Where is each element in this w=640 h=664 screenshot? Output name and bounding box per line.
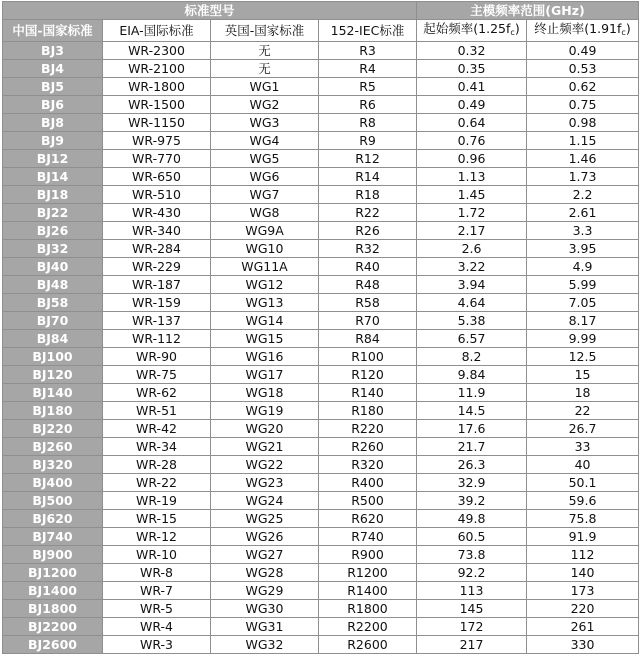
iec-standard-cell: R8 [319, 114, 417, 132]
table-row [3, 528, 639, 546]
eia-standard-cell: WR-284 [103, 240, 211, 258]
start-frequency-cell: 0.41 [417, 78, 527, 96]
end-frequency-cell: 9.99 [527, 330, 639, 348]
china-standard-cell: BJ2200 [3, 618, 103, 636]
china-standard-cell: BJ320 [3, 456, 103, 474]
china-standard-cell: BJ58 [3, 294, 103, 312]
table-row [3, 132, 639, 150]
iec-standard-cell: R500 [319, 492, 417, 510]
end-frequency-cell: 4.9 [527, 258, 639, 276]
uk-standard-cell: WG16 [211, 348, 319, 366]
start-frequency-cell: 0.64 [417, 114, 527, 132]
start-frequency-cell: 5.38 [417, 312, 527, 330]
eia-standard-cell: WR-1800 [103, 78, 211, 96]
uk-standard-cell: WG3 [211, 114, 319, 132]
end-frequency-cell: 7.05 [527, 294, 639, 312]
china-standard-cell: BJ40 [3, 258, 103, 276]
uk-standard-cell: WG30 [211, 600, 319, 618]
eia-standard-cell: WR-7 [103, 582, 211, 600]
iec-standard-cell: R140 [319, 384, 417, 402]
china-standard-cell: BJ5 [3, 78, 103, 96]
iec-standard-cell: R1800 [319, 600, 417, 618]
end-frequency-cell: 0.98 [527, 114, 639, 132]
start-frequency-cell: 1.45 [417, 186, 527, 204]
eia-standard-cell: WR-2300 [103, 42, 211, 60]
iec-standard-cell: R32 [319, 240, 417, 258]
end-frequency-cell: 59.6 [527, 492, 639, 510]
end-frequency-cell: 18 [527, 384, 639, 402]
start-frequency-cell: 9.84 [417, 366, 527, 384]
uk-standard-cell: WG8 [211, 204, 319, 222]
eia-standard-cell: WR-28 [103, 456, 211, 474]
end-frequency-cell: 261 [527, 618, 639, 636]
start-frequency-cell: 26.3 [417, 456, 527, 474]
end-frequency-subscript: c [621, 28, 626, 37]
china-standard-cell: BJ100 [3, 348, 103, 366]
group-header-frequency-range: 主模频率范围(GHz) [417, 2, 639, 20]
start-frequency-cell: 145 [417, 600, 527, 618]
start-frequency-cell: 217 [417, 636, 527, 654]
eia-standard-cell: WR-137 [103, 312, 211, 330]
start-frequency-cell: 92.2 [417, 564, 527, 582]
uk-standard-cell: WG1 [211, 78, 319, 96]
table-row [3, 240, 639, 258]
china-standard-cell: BJ500 [3, 492, 103, 510]
china-standard-cell: BJ140 [3, 384, 103, 402]
end-frequency-cell: 91.9 [527, 528, 639, 546]
china-standard-cell: BJ4 [3, 60, 103, 78]
eia-standard-cell: WR-15 [103, 510, 211, 528]
table-row [3, 348, 639, 366]
start-frequency-cell: 21.7 [417, 438, 527, 456]
iec-standard-cell: R2200 [319, 618, 417, 636]
eia-standard-cell: WR-430 [103, 204, 211, 222]
china-standard-cell: BJ900 [3, 546, 103, 564]
uk-standard-cell: WG10 [211, 240, 319, 258]
eia-standard-cell: WR-34 [103, 438, 211, 456]
uk-standard-cell: WG4 [211, 132, 319, 150]
eia-standard-cell: WR-22 [103, 474, 211, 492]
eia-standard-cell: WR-75 [103, 366, 211, 384]
table-row [3, 150, 639, 168]
start-frequency-cell: 14.5 [417, 402, 527, 420]
iec-standard-cell: R58 [319, 294, 417, 312]
start-frequency-cell: 39.2 [417, 492, 527, 510]
end-frequency-cell: 75.8 [527, 510, 639, 528]
china-standard-cell: BJ620 [3, 510, 103, 528]
end-frequency-label: 终止频率(1.91f [534, 21, 622, 36]
eia-standard-cell: WR-975 [103, 132, 211, 150]
end-frequency-cell: 8.17 [527, 312, 639, 330]
group-header-standard-model: 标准型号 [3, 2, 417, 20]
table-row [3, 618, 639, 636]
table-row [3, 402, 639, 420]
eia-standard-cell: WR-3 [103, 636, 211, 654]
end-frequency-cell: 22 [527, 402, 639, 420]
start-frequency-cell: 2.17 [417, 222, 527, 240]
uk-standard-cell: WG19 [211, 402, 319, 420]
uk-standard-cell: WG7 [211, 186, 319, 204]
iec-standard-cell: R1200 [319, 564, 417, 582]
start-frequency-cell: 60.5 [417, 528, 527, 546]
china-standard-cell: BJ180 [3, 402, 103, 420]
table-row [3, 42, 639, 60]
start-frequency-cell: 4.64 [417, 294, 527, 312]
end-frequency-cell: 1.46 [527, 150, 639, 168]
uk-standard-cell: WG17 [211, 366, 319, 384]
iec-standard-cell: R5 [319, 78, 417, 96]
start-frequency-cell: 0.35 [417, 60, 527, 78]
end-frequency-cell: 220 [527, 600, 639, 618]
table-row [3, 276, 639, 294]
uk-standard-cell: WG9A [211, 222, 319, 240]
iec-standard-cell: R18 [319, 186, 417, 204]
table-row [3, 294, 639, 312]
start-frequency-cell: 113 [417, 582, 527, 600]
uk-standard-cell: WG23 [211, 474, 319, 492]
china-standard-cell: BJ70 [3, 312, 103, 330]
eia-standard-cell: WR-510 [103, 186, 211, 204]
china-standard-cell: BJ32 [3, 240, 103, 258]
iec-standard-cell: R26 [319, 222, 417, 240]
start-frequency-cell: 32.9 [417, 474, 527, 492]
end-frequency-cell: 2.61 [527, 204, 639, 222]
table-row [3, 60, 639, 78]
eia-standard-cell: WR-51 [103, 402, 211, 420]
table-row [3, 78, 639, 96]
uk-standard-cell: WG15 [211, 330, 319, 348]
table-row [3, 474, 639, 492]
table-row [3, 222, 639, 240]
china-standard-cell: BJ1800 [3, 600, 103, 618]
iec-standard-cell: R2600 [319, 636, 417, 654]
eia-standard-cell: WR-62 [103, 384, 211, 402]
start-frequency-cell: 1.13 [417, 168, 527, 186]
eia-standard-cell: WR-8 [103, 564, 211, 582]
china-standard-cell: BJ18 [3, 186, 103, 204]
start-frequency-cell: 3.94 [417, 276, 527, 294]
uk-standard-cell: WG21 [211, 438, 319, 456]
start-frequency-cell: 2.6 [417, 240, 527, 258]
end-frequency-cell: 140 [527, 564, 639, 582]
end-frequency-cell: 3.95 [527, 240, 639, 258]
china-standard-cell: BJ22 [3, 204, 103, 222]
table-row [3, 186, 639, 204]
waveguide-standards-table-container [2, 1, 639, 654]
iec-standard-cell: R220 [319, 420, 417, 438]
end-frequency-cell: 1.73 [527, 168, 639, 186]
column-header-uk-standard: 英国-国家标准 [211, 20, 319, 42]
start-frequency-cell: 6.57 [417, 330, 527, 348]
column-header-china-standard: 中国-国家标准 [3, 20, 103, 42]
column-header-start-frequency [417, 20, 527, 42]
iec-standard-cell: R620 [319, 510, 417, 528]
iec-standard-cell: R320 [319, 456, 417, 474]
waveguide-standards-table [2, 1, 639, 654]
china-standard-cell: BJ6 [3, 96, 103, 114]
start-frequency-cell: 73.8 [417, 546, 527, 564]
uk-standard-cell: WG13 [211, 294, 319, 312]
iec-standard-cell: R70 [319, 312, 417, 330]
table-row [3, 492, 639, 510]
table-row [3, 312, 639, 330]
start-frequency-cell: 1.72 [417, 204, 527, 222]
start-frequency-close: ) [514, 21, 520, 36]
iec-standard-cell: R40 [319, 258, 417, 276]
table-row [3, 420, 639, 438]
table-row [3, 114, 639, 132]
iec-standard-cell: R9 [319, 132, 417, 150]
end-frequency-cell: 12.5 [527, 348, 639, 366]
china-standard-cell: BJ48 [3, 276, 103, 294]
china-standard-cell: BJ740 [3, 528, 103, 546]
table-row [3, 582, 639, 600]
eia-standard-cell: WR-19 [103, 492, 211, 510]
table-row [3, 546, 639, 564]
start-frequency-cell: 11.9 [417, 384, 527, 402]
table-row [3, 600, 639, 618]
end-frequency-cell: 33 [527, 438, 639, 456]
uk-standard-cell: WG29 [211, 582, 319, 600]
eia-standard-cell: WR-1500 [103, 96, 211, 114]
end-frequency-cell: 15 [527, 366, 639, 384]
uk-standard-cell: WG25 [211, 510, 319, 528]
uk-standard-cell: WG18 [211, 384, 319, 402]
table-row [3, 366, 639, 384]
eia-standard-cell: WR-4 [103, 618, 211, 636]
uk-standard-cell: WG12 [211, 276, 319, 294]
iec-standard-cell: R14 [319, 168, 417, 186]
uk-standard-cell: WG27 [211, 546, 319, 564]
end-frequency-cell: 0.53 [527, 60, 639, 78]
table-row [3, 258, 639, 276]
iec-standard-cell: R84 [319, 330, 417, 348]
iec-standard-cell: R1400 [319, 582, 417, 600]
china-standard-cell: BJ260 [3, 438, 103, 456]
end-frequency-close: ) [625, 21, 631, 36]
iec-standard-cell: R180 [319, 402, 417, 420]
table-row [3, 564, 639, 582]
china-standard-cell: BJ220 [3, 420, 103, 438]
table-row [3, 330, 639, 348]
china-standard-cell: BJ2600 [3, 636, 103, 654]
table-row [3, 636, 639, 654]
eia-standard-cell: WR-770 [103, 150, 211, 168]
china-standard-cell: BJ14 [3, 168, 103, 186]
end-frequency-cell: 50.1 [527, 474, 639, 492]
eia-standard-cell: WR-229 [103, 258, 211, 276]
eia-standard-cell: WR-2100 [103, 60, 211, 78]
china-standard-cell: BJ3 [3, 42, 103, 60]
china-standard-cell: BJ9 [3, 132, 103, 150]
start-frequency-cell: 3.22 [417, 258, 527, 276]
column-header-row [3, 20, 639, 42]
table-row [3, 438, 639, 456]
start-frequency-label: 起始频率(1.25f [423, 21, 511, 36]
column-header-iec-standard: 152-IEC标准 [319, 20, 417, 42]
china-standard-cell: BJ400 [3, 474, 103, 492]
uk-standard-cell: WG32 [211, 636, 319, 654]
iec-standard-cell: R740 [319, 528, 417, 546]
china-standard-cell: BJ12 [3, 150, 103, 168]
iec-standard-cell: R100 [319, 348, 417, 366]
eia-standard-cell: WR-42 [103, 420, 211, 438]
china-standard-cell: BJ1400 [3, 582, 103, 600]
table-body [3, 42, 639, 654]
start-frequency-cell: 17.6 [417, 420, 527, 438]
start-frequency-cell: 8.2 [417, 348, 527, 366]
iec-standard-cell: R120 [319, 366, 417, 384]
column-header-end-frequency [527, 20, 639, 42]
uk-standard-cell: WG11A [211, 258, 319, 276]
start-frequency-cell: 0.76 [417, 132, 527, 150]
uk-standard-cell: WG14 [211, 312, 319, 330]
end-frequency-cell: 0.49 [527, 42, 639, 60]
eia-standard-cell: WR-159 [103, 294, 211, 312]
end-frequency-cell: 40 [527, 456, 639, 474]
end-frequency-cell: 26.7 [527, 420, 639, 438]
start-frequency-cell: 0.32 [417, 42, 527, 60]
start-frequency-cell: 172 [417, 618, 527, 636]
start-frequency-subscript: c [510, 28, 515, 37]
china-standard-cell: BJ1200 [3, 564, 103, 582]
start-frequency-cell: 49.8 [417, 510, 527, 528]
uk-standard-cell: 无 [211, 42, 319, 60]
eia-standard-cell: WR-112 [103, 330, 211, 348]
uk-standard-cell: WG31 [211, 618, 319, 636]
iec-standard-cell: R900 [319, 546, 417, 564]
eia-standard-cell: WR-650 [103, 168, 211, 186]
iec-standard-cell: R400 [319, 474, 417, 492]
end-frequency-cell: 330 [527, 636, 639, 654]
end-frequency-cell: 112 [527, 546, 639, 564]
eia-standard-cell: WR-12 [103, 528, 211, 546]
end-frequency-cell: 173 [527, 582, 639, 600]
uk-standard-cell: WG24 [211, 492, 319, 510]
china-standard-cell: BJ26 [3, 222, 103, 240]
table-row [3, 456, 639, 474]
eia-standard-cell: WR-5 [103, 600, 211, 618]
end-frequency-cell: 0.75 [527, 96, 639, 114]
uk-standard-cell: WG2 [211, 96, 319, 114]
table-row [3, 510, 639, 528]
eia-standard-cell: WR-10 [103, 546, 211, 564]
iec-standard-cell: R48 [319, 276, 417, 294]
iec-standard-cell: R4 [319, 60, 417, 78]
end-frequency-cell: 3.3 [527, 222, 639, 240]
iec-standard-cell: R260 [319, 438, 417, 456]
table-row [3, 168, 639, 186]
table-row [3, 96, 639, 114]
iec-standard-cell: R12 [319, 150, 417, 168]
china-standard-cell: BJ8 [3, 114, 103, 132]
end-frequency-cell: 2.2 [527, 186, 639, 204]
end-frequency-cell: 1.15 [527, 132, 639, 150]
uk-standard-cell: WG6 [211, 168, 319, 186]
uk-standard-cell: WG26 [211, 528, 319, 546]
uk-standard-cell: 无 [211, 60, 319, 78]
uk-standard-cell: WG20 [211, 420, 319, 438]
start-frequency-cell: 0.96 [417, 150, 527, 168]
end-frequency-cell: 0.62 [527, 78, 639, 96]
china-standard-cell: BJ84 [3, 330, 103, 348]
eia-standard-cell: WR-1150 [103, 114, 211, 132]
end-frequency-cell: 5.99 [527, 276, 639, 294]
uk-standard-cell: WG22 [211, 456, 319, 474]
eia-standard-cell: WR-340 [103, 222, 211, 240]
table-row [3, 204, 639, 222]
uk-standard-cell: WG28 [211, 564, 319, 582]
eia-standard-cell: WR-187 [103, 276, 211, 294]
start-frequency-cell: 0.49 [417, 96, 527, 114]
iec-standard-cell: R22 [319, 204, 417, 222]
eia-standard-cell: WR-90 [103, 348, 211, 366]
group-header-row [3, 2, 639, 20]
iec-standard-cell: R3 [319, 42, 417, 60]
uk-standard-cell: WG5 [211, 150, 319, 168]
iec-standard-cell: R6 [319, 96, 417, 114]
table-row [3, 384, 639, 402]
china-standard-cell: BJ120 [3, 366, 103, 384]
column-header-eia-standard: EIA-国际标准 [103, 20, 211, 42]
